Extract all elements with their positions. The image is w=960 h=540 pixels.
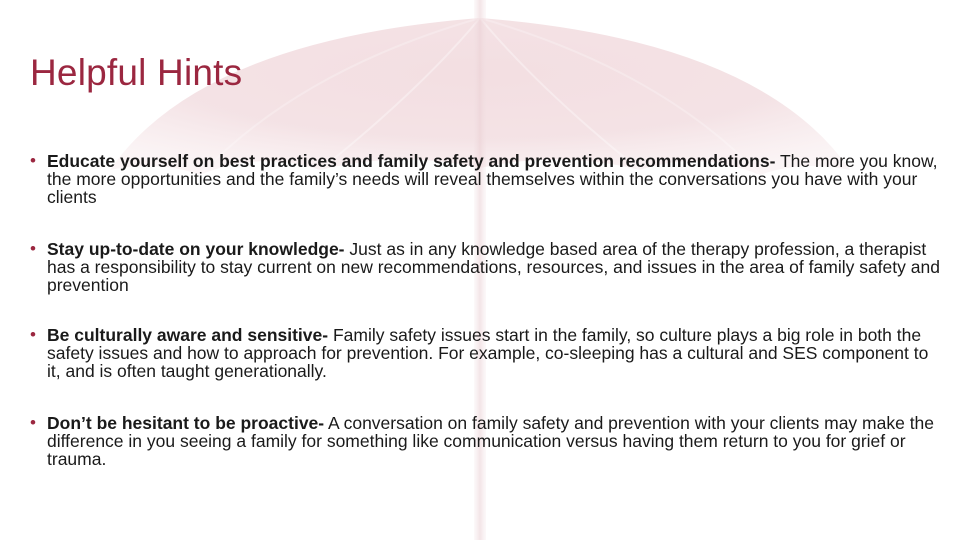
hint-text: Just as in any knowledge based area of the therapy profession, a therapist has a responsibility to stay current on new recommendations, resources, and issues in the area of family safety and prevention — [47, 239, 940, 295]
bullet-icon: • — [30, 239, 36, 258]
hints-list — [30, 152, 945, 502]
hint-heading: Stay up-to-date on your knowledge- — [47, 239, 345, 259]
list-item — [30, 240, 945, 294]
bullet-icon: • — [30, 325, 36, 344]
hint-text: A conversation on family safety and prevention with your clients may make the difference in you seeing a family for something like communication versus having them return to you for grief or trauma. — [47, 413, 935, 469]
slide-title: Helpful Hints — [30, 52, 243, 93]
list-item — [30, 414, 945, 468]
hint-heading: Be culturally aware and sensitive- — [47, 325, 329, 345]
hint-text: Family safety issues start in the family, so culture plays a big role in both the safety issues and how to approach for prevention. For example, co-sleeping has a cultural and SES component to it, and is often taught generationally. — [47, 325, 929, 381]
hint-text: The more you know, the more opportunities and the family’s needs will reveal themselves within the conversations you have with your clients — [47, 151, 938, 207]
bullet-icon: • — [30, 413, 36, 432]
hint-heading: Educate yourself on best practices and family safety and prevention recommendations- — [47, 151, 776, 171]
list-item — [30, 152, 945, 206]
bullet-icon: • — [30, 151, 36, 170]
list-item — [30, 326, 945, 380]
hint-heading: Don’t be hesitant to be proactive- — [47, 413, 325, 433]
